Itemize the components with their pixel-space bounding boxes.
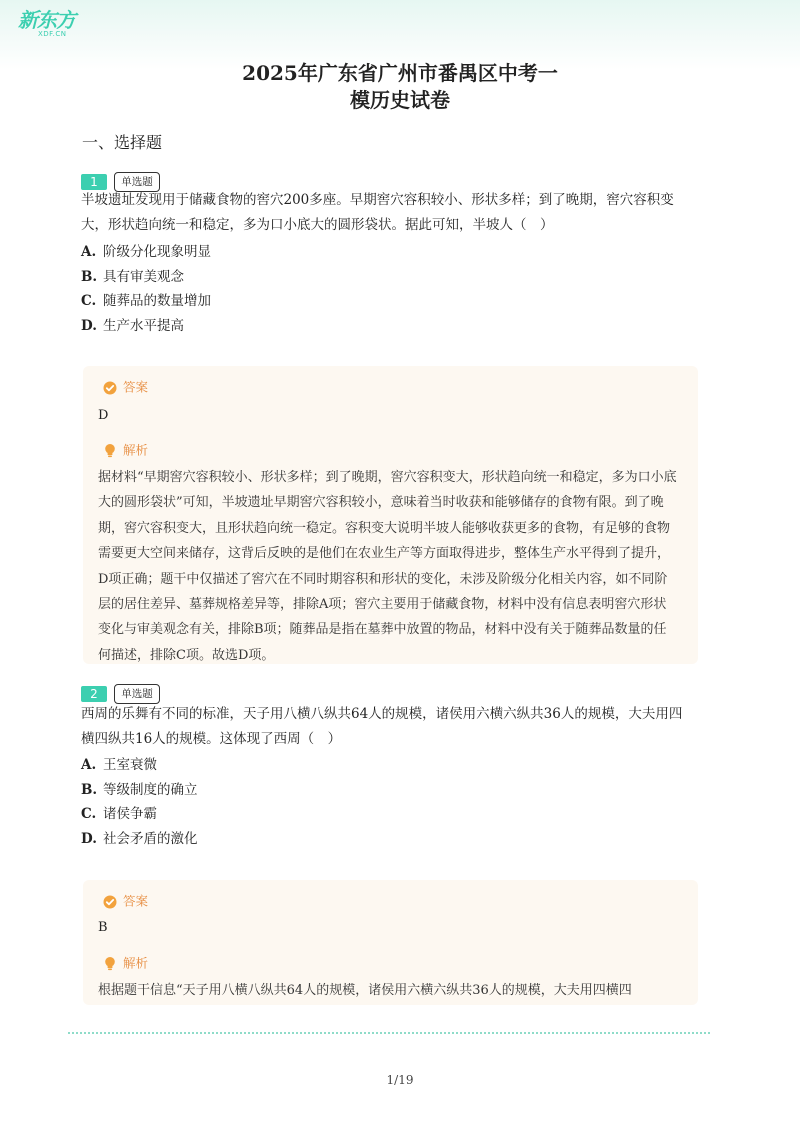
answer-card [83,880,698,1005]
lightbulb-icon [103,443,117,458]
option-item [81,265,211,290]
analysis-text: 根据题干信息“天子用八横八纵共64人的规模，诸侯用六横六纵共36人的规模，大夫用四横四 [98,983,632,998]
option-text: 社会矛盾的激化 [103,830,198,847]
analysis-label [103,954,148,972]
question-number-badge: 1 [81,174,107,190]
answer-value: D [98,408,109,423]
question-stem: 半坡遗址发现用于储藏食物的窖穴200多座。早期窖穴容积较小、形状多样；到了晚期，窖穴容积变大，形状趋向统一和稳定，多为口小底大的圆形袋状。据此可知，半坡人（ ） [81,192,674,233]
title-line-1: 2025年广东省广州市番禺区中考一 [242,61,558,85]
option-letter: A. [81,244,97,260]
option-text: 阶级分化现象明显 [103,244,211,260]
option-text: 王室衰微 [103,757,157,773]
option-item [81,240,211,265]
option-list [81,240,211,338]
answer-label [103,892,148,910]
answer-value: B [98,920,108,935]
option-text: 生产水平提高 [103,317,184,334]
option-text: 随葬品的数量增加 [103,293,211,309]
document-title [0,60,800,114]
logo-subtext: XDF.CN [38,30,67,38]
option-letter: C. [81,806,97,822]
option-item [81,753,198,778]
option-list [81,753,198,851]
check-badge-icon [103,381,117,395]
option-item [81,802,198,827]
lightbulb-icon [103,956,117,971]
footer-divider [68,1032,710,1034]
title-line-2: 模历史试卷 [350,88,450,112]
logo-wordmark: 新东方 [18,8,75,32]
question-stem: 西周的乐舞有不同的标准，天子用八横八纵共64人的规模，诸侯用六横六纵共36人的规模，大夫用四横四纵共16人的规模。这体现了西周（ ） [81,706,683,747]
answer-label-text: 答案 [123,379,149,395]
option-letter: B. [81,268,98,285]
option-item [81,289,211,314]
question-type-tag: 单选题 [114,172,160,192]
section-heading: 一、选择题 [82,133,163,152]
analysis-label-text: 解析 [123,442,149,458]
page-indicator: 1/19 [386,1073,414,1087]
option-letter: D. [81,317,97,334]
answer-label [103,378,148,396]
option-letter: B. [81,781,98,798]
option-item [81,314,211,339]
check-badge-icon [103,895,117,909]
question-type-tag: 单选题 [114,684,160,704]
analysis-label [103,441,148,459]
answer-card [83,366,698,664]
option-letter: A. [81,757,97,773]
option-text: 具有审美观念 [103,268,184,285]
option-letter: D. [81,830,97,847]
option-item [81,827,198,852]
option-letter: C. [81,293,97,309]
option-item [81,778,198,803]
answer-label-text: 答案 [123,893,149,909]
brand-logo [18,8,80,42]
analysis-text: 据材料“早期窖穴容积较小、形状多样；到了晚期，窖穴容积变大，形状趋向统一和稳定，多为口小底大的圆形袋状”可知，半坡遗址早期窖穴容积较小，意味着当时收获和能够储存的食物有限。到了晚期，窖穴容积变大，且形状趋向统一稳定。容积变大说明半坡人能够收获更多的食物，有足够的食物需要更大空间来储存，这背后反映的是他们在农业生产等方面取得进步，整体生产水平得到了提升，D项正确；题干中仅描述了窖穴在不同时期容积和形状的变化，未涉及阶级分化相关内容，如不同阶层的居住差异、墓葬规格差异等，排除A项；窖穴主要用于储藏食物，材料中没有信息表明窖穴形状变化与审美观念有关，排除B项；随葬品是指在墓葬中放置的物品，材料中没有关于随葬品数量的任何描述，排除C项。故选D项。 [98,470,677,663]
question-number-badge: 2 [81,686,107,702]
option-text: 诸侯争霸 [103,806,157,822]
analysis-label-text: 解析 [123,955,149,971]
option-text: 等级制度的确立 [103,781,198,798]
